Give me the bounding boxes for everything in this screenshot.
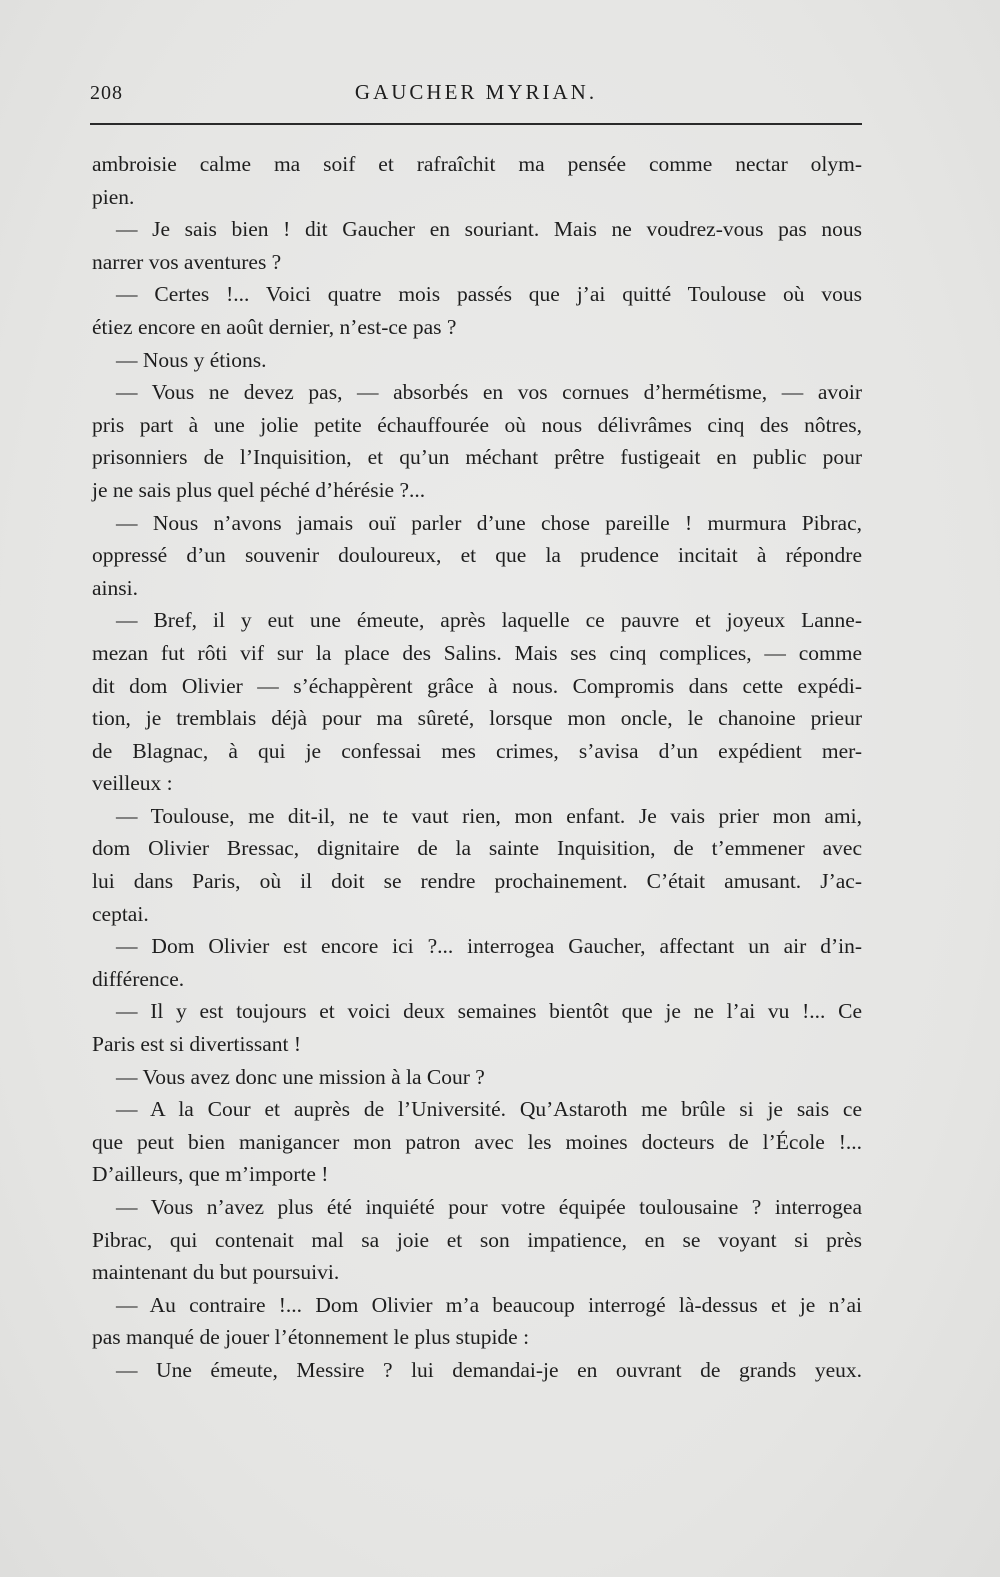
text-line: lui dans Paris, où il doit se rendre prochainement. C’était amusant. J’ac- — [92, 869, 862, 894]
text-line: — Vous avez donc une mission à la Cour ? — [116, 1064, 485, 1089]
text-line: Pibrac, qui contenait mal sa joie et son impatience, en se voyant si près — [92, 1227, 862, 1252]
text-line: pien. — [92, 184, 135, 209]
text-line: — Je sais bien ! dit Gaucher en souriant. Mais ne voudrez-vous pas nous — [116, 217, 862, 242]
text-line: Paris est si divertissant ! — [92, 1032, 302, 1057]
text-line: — Toulouse, me dit-il, ne te vaut rien, mon enfant. Je vais prier mon ami, — [116, 803, 862, 828]
text-line: mezan fut rôti vif sur la place des Salins. Mais ses cinq complices, — comme — [92, 640, 862, 665]
text-line: ceptai. — [92, 901, 149, 926]
text-line: ainsi. — [92, 575, 138, 600]
text-line: maintenant du but poursuivi. — [92, 1260, 340, 1285]
text-line: — Vous n’avez plus été inquiété pour votre équipée toulousaine ? interrogea — [116, 1195, 862, 1219]
body-text — [92, 148, 862, 1387]
text-line: — Bref, il y eut une émeute, après laquelle ce pauvre et joyeux Lanne- — [116, 608, 862, 633]
text-line: étiez encore en août dernier, n’est-ce pas ? — [92, 314, 457, 339]
header-rule — [90, 123, 862, 125]
text-line: — Dom Olivier est encore ici ?... interrogea Gaucher, affectant un air d’in- — [116, 934, 862, 959]
text-line: ambroisie calme ma soif et rafraîchit ma pensée comme nectar olym- — [92, 152, 862, 176]
text-line: pris part à une jolie petite échauffourée où nous délivrâmes cinq des nôtres, — [92, 412, 862, 437]
text-line: de Blagnac, à qui je confessai mes crimes, s’avisa d’un expédient mer- — [92, 738, 862, 763]
text-line: D’ailleurs, que m’importe ! — [92, 1162, 329, 1187]
text-line: oppressé d’un souvenir douloureux, et que la prudence incitait à répondre — [92, 543, 862, 568]
text-line: tion, je tremblais déjà pour ma sûreté, lorsque mon oncle, le chanoine prieur — [92, 706, 862, 731]
text-line: que peut bien manigancer mon patron avec les moines docteurs de l’École !... — [92, 1129, 862, 1154]
text-line: — Il y est toujours et voici deux semaines bientôt que je ne l’ai vu !... Ce — [116, 999, 862, 1024]
page-number: 208 — [90, 82, 123, 104]
text-line: — Au contraire !... Dom Olivier m’a beaucoup interrogé là-dessus et je n’ai — [116, 1292, 862, 1317]
text-line: je ne sais plus quel péché d’hérésie ?... — [92, 477, 426, 502]
text-line: — Certes !... Voici quatre mois passés que j’ai quitté Toulouse où vous — [116, 282, 862, 307]
running-title: GAUCHER MYRIAN. — [354, 80, 598, 104]
text-line: veilleux : — [92, 771, 173, 796]
text-line: dit dom Olivier — s’échappèrent grâce à nous. Compromis dans cette expédi- — [92, 673, 862, 698]
text-line: — A la Cour et auprès de l’Université. Qu’Astaroth me brûle si je sais ce — [116, 1097, 862, 1122]
text-line: — Une émeute, Messire ? lui demandai-je en ouvrant de grands yeux. — [116, 1357, 862, 1382]
page-header — [90, 76, 862, 108]
text-line: pas manqué de jouer l’étonnement le plus stupide : — [92, 1325, 530, 1350]
text-line: — Nous y étions. — [116, 347, 267, 372]
text-line: — Nous n’avons jamais ouï parler d’une chose pareille ! murmura Pibrac, — [116, 510, 862, 535]
text-line: narrer vos aventures ? — [92, 249, 282, 274]
text-line: prisonniers de l’Inquisition, et qu’un méchant prêtre fustigeait en public pour — [92, 445, 862, 470]
text-line: différence. — [92, 966, 185, 991]
text-line: — Vous ne devez pas, — absorbés en vos cornues d’hermétisme, — avoir — [116, 380, 862, 405]
text-line: dom Olivier Bressac, dignitaire de la sainte Inquisition, de t’emmener avec — [92, 836, 862, 861]
